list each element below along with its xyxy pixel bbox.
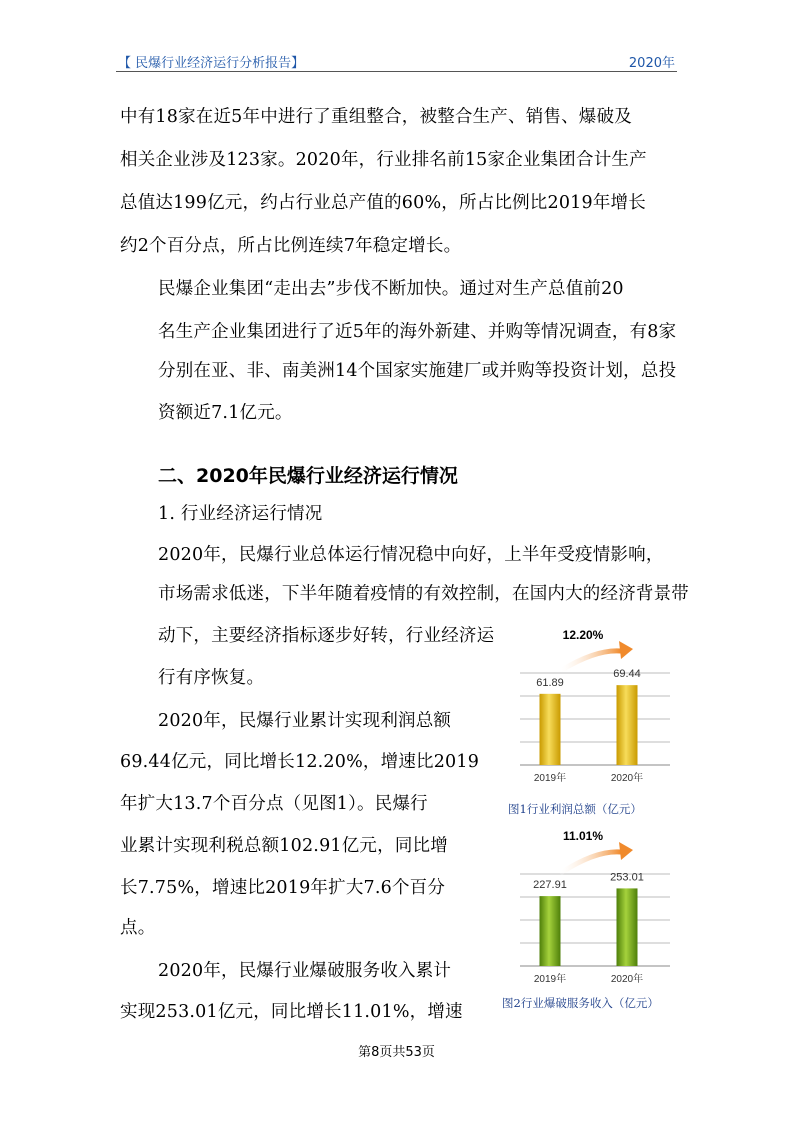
header-divider [116, 71, 677, 72]
paragraph-line: 约2个百分点，所占比例连续7年稳定增长。 [120, 236, 462, 256]
paragraph-line: 名生产企业集团进行了近5年的海外新建、并购等情况调查，有8家 [158, 322, 677, 342]
bar-value-label: 227.91 [533, 879, 567, 892]
paragraph-line: 实现253.01亿元，同比增长11.01%，增速 [120, 1002, 463, 1022]
growth-arrow-head [619, 842, 633, 860]
paragraph-line: 总值达199亿元，约占行业总产值的60%，所占比例比2019年增长 [120, 193, 646, 213]
paragraph-line: 行有序恢复。 [158, 668, 265, 688]
figure-2-caption: 图2行业爆破服务收入（亿元） [502, 996, 659, 1010]
category-label: 2019年 [533, 974, 567, 985]
bar-2019年 [540, 896, 561, 966]
subsection-heading: 1. 行业经济运行情况 [158, 504, 323, 524]
category-label: 2020年 [610, 773, 644, 784]
bar-value-label: 69.44 [613, 668, 641, 681]
growth-arrow [562, 852, 621, 872]
paragraph-line: 69.44亿元，同比增长12.20%，增速比2019 [120, 752, 480, 772]
paragraph-line: 点。 [120, 918, 156, 938]
paragraph-line: 动下，主要经济指标逐步好转，行业经济运 [158, 626, 495, 646]
header-title: 【 民爆行业经济运行分析报告】 [118, 56, 305, 71]
category-label: 2019年 [533, 773, 567, 784]
paragraph-line: 2020年，民爆行业总体运行情况稳中向好，上半年受疫情影响， [158, 545, 664, 565]
growth-arrow [562, 651, 621, 670]
page-number: 第8页共53页 [358, 1045, 435, 1060]
bar-2019年 [540, 694, 561, 765]
figure-1-caption: 图1行业利润总额（亿元） [508, 802, 642, 816]
paragraph-line: 分别在亚、非、南美洲14个国家实施建厂或并购等投资计划，总投 [158, 361, 677, 381]
bar-value-label: 61.89 [536, 676, 564, 689]
paragraph-line: 中有18家在近5年中进行了重组整合，被整合生产、销售、爆破及 [120, 107, 632, 127]
profit-bar-chart [500, 625, 675, 795]
section-heading: 二、2020年民爆行业经济运行情况 [158, 465, 458, 487]
paragraph-line: 相关企业涉及123家。2020年，行业排名前15家企业集团合计生产 [120, 150, 647, 170]
paragraph-line: 长7.75%，增速比2019年扩大7.6个百分 [120, 878, 446, 898]
figure-2-chart [500, 826, 675, 996]
bar-value-label: 253.01 [610, 871, 644, 884]
growth-rate-label: 11.01% [562, 829, 604, 843]
paragraph-line: 业累计实现利税总额102.91亿元，同比增 [120, 836, 448, 856]
growth-rate-label: 12.20% [562, 628, 604, 642]
figure-1-chart [500, 625, 675, 795]
bar-2020年 [617, 685, 638, 765]
header-year: 2020年 [628, 56, 675, 71]
paragraph-line: 市场需求低迷，下半年随着疫情的有效控制，在国内大的经济背景带 [158, 584, 689, 604]
bar-2020年 [617, 888, 638, 966]
growth-arrow-head [619, 641, 633, 659]
paragraph-line: 年扩大13.7个百分点（见图1）。民爆行 [120, 794, 428, 814]
paragraph-line: 民爆企业集团“走出去”步伐不断加快。通过对生产总值前20 [158, 279, 624, 299]
category-label: 2020年 [610, 974, 644, 985]
blasting-revenue-bar-chart [500, 826, 675, 996]
paragraph-line: 资额近7.1亿元。 [158, 403, 293, 423]
paragraph-line: 2020年，民爆行业累计实现利润总额 [158, 711, 452, 731]
paragraph-line: 2020年，民爆行业爆破服务收入累计 [158, 961, 452, 981]
